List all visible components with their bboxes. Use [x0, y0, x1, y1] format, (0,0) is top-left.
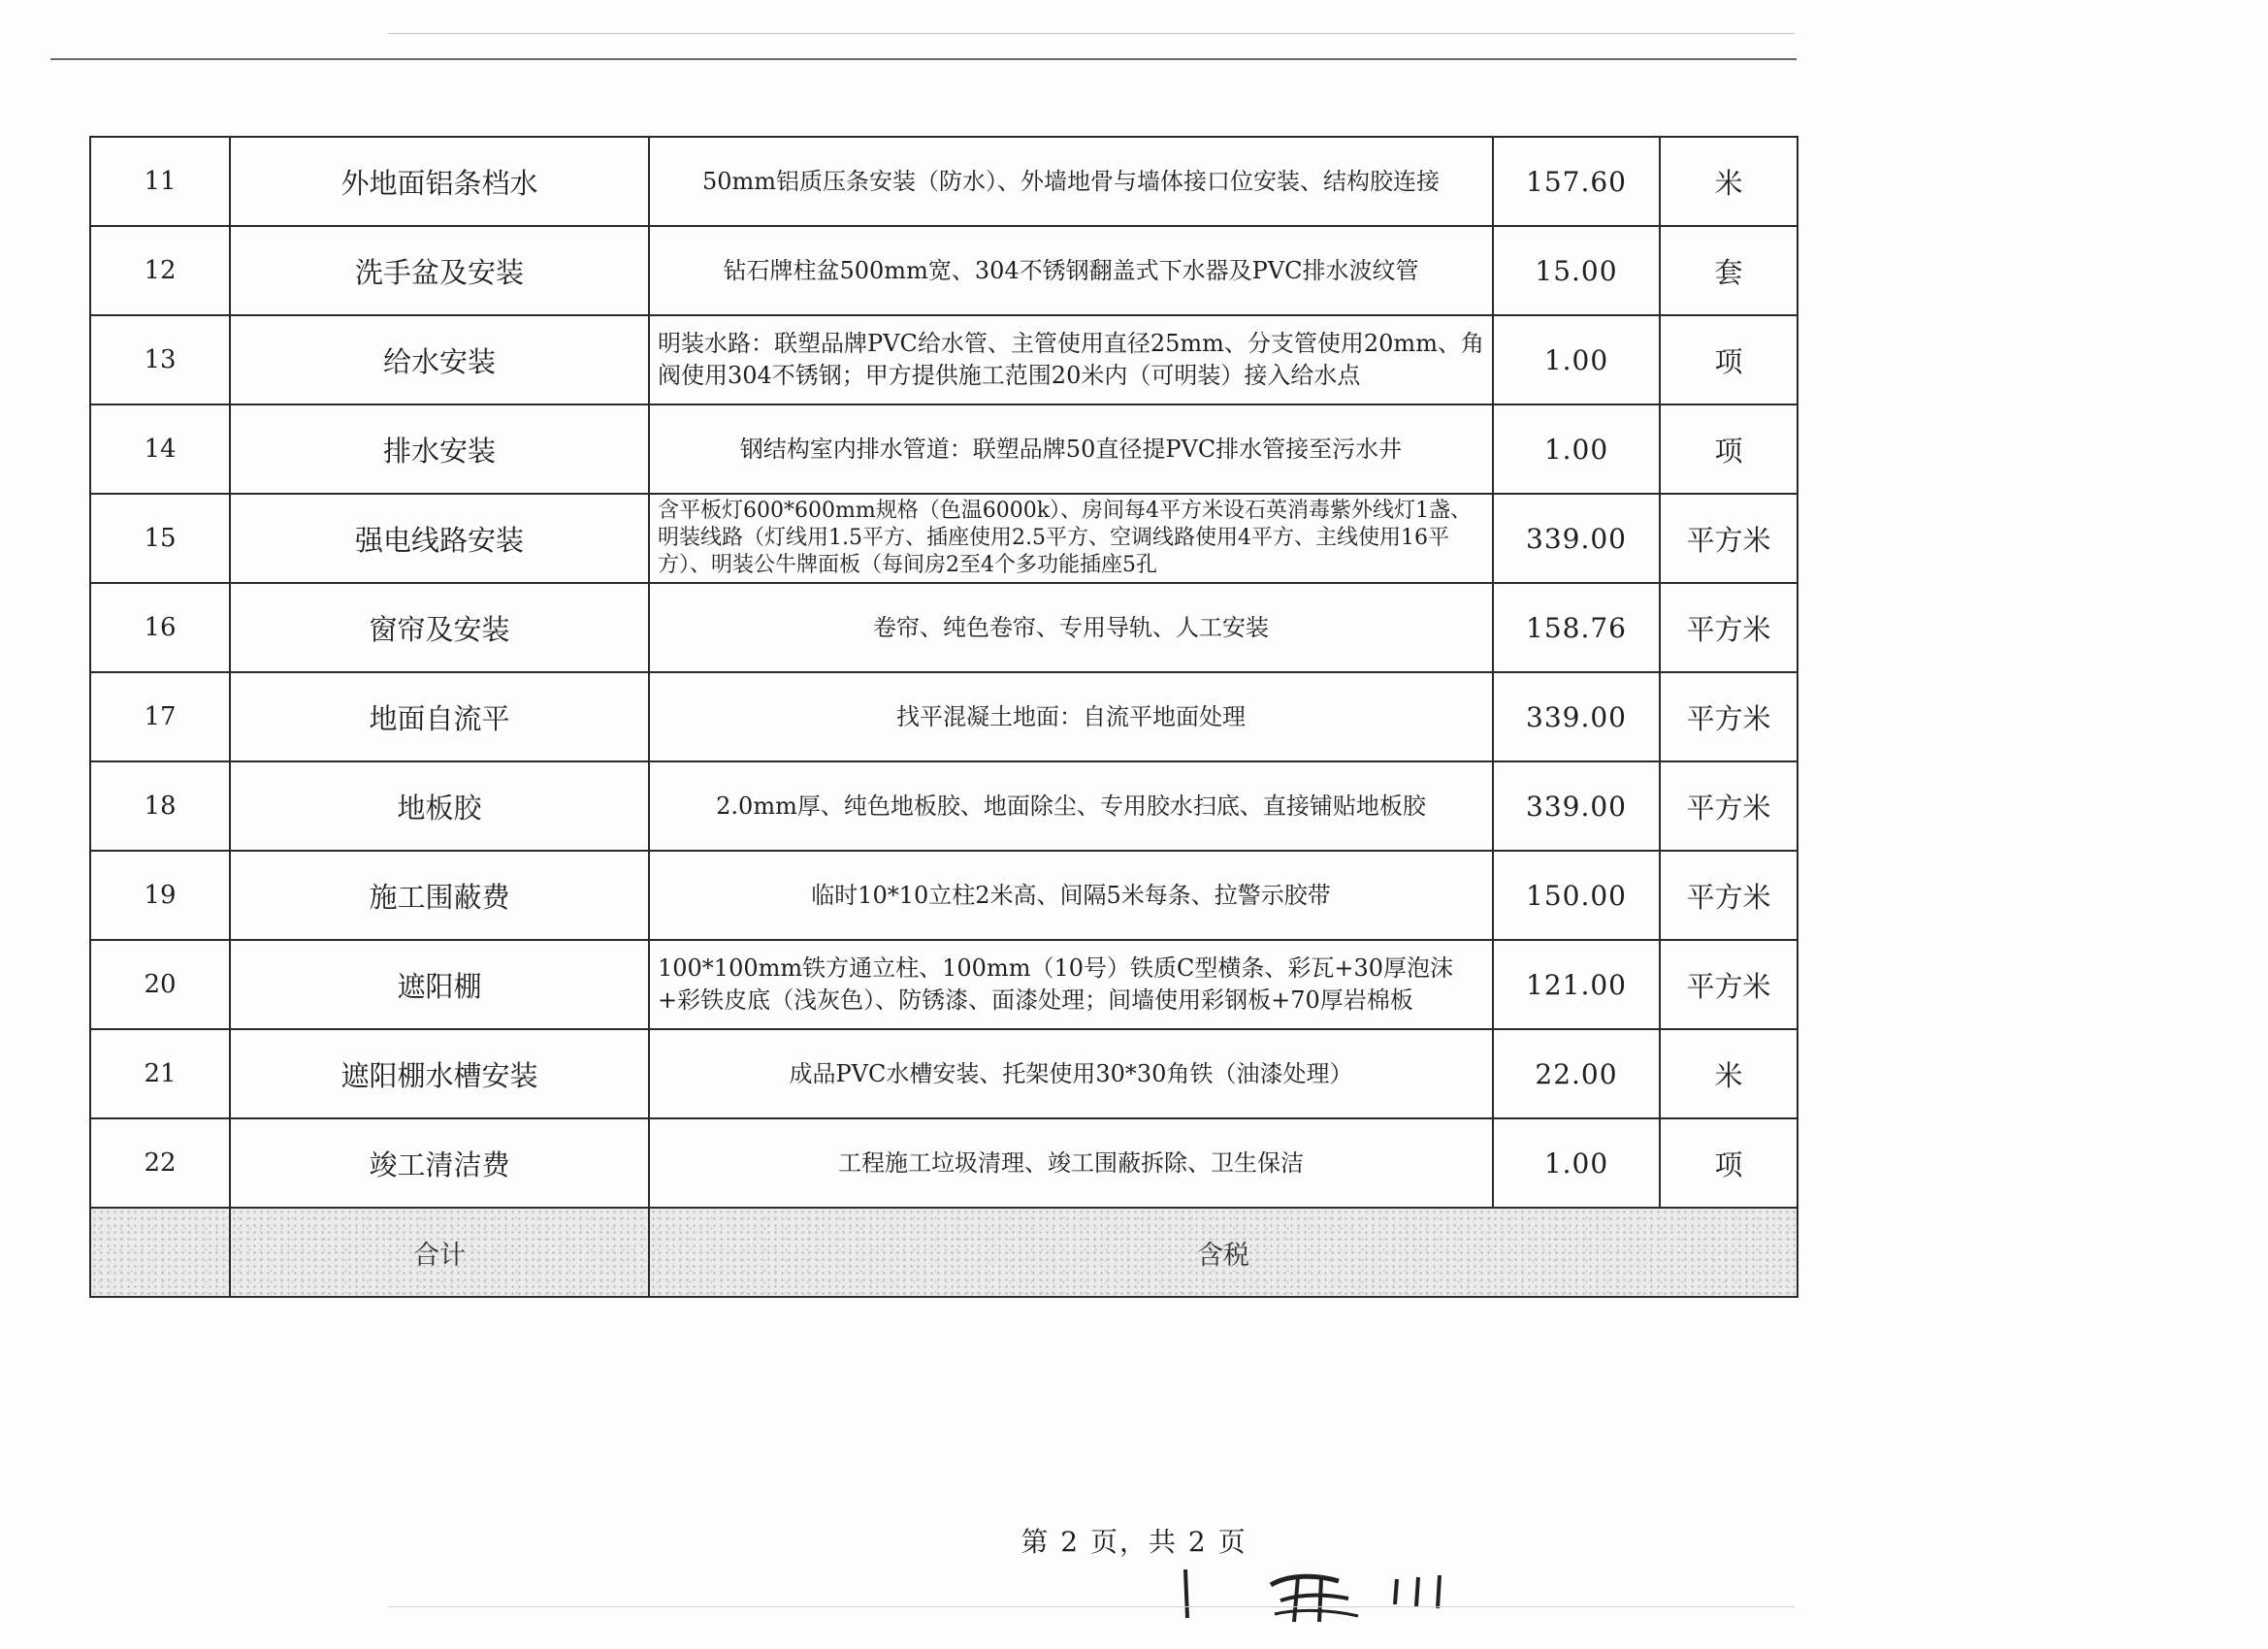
item-description: 含平板灯600*600mm规格（色温6000k）、房间每4平方米设石英消毒紫外线灯1盏、明装线路（灯线用1.5平方、插座使用2.5平方、空调线路使用4平方、主线使用16平方）、明装公牛牌面板（每间房2至4个多功能插座5孔 [649, 494, 1493, 583]
item-description: 成品PVC水槽安装、托架使用30*30角铁（油漆处理） [649, 1029, 1493, 1118]
total-tax-note: 含税 [649, 1208, 1798, 1297]
item-number: 18 [90, 761, 230, 851]
item-description: 50mm铝质压条安装（防水）、外墙地骨与墙体接口位安装、结构胶连接 [649, 137, 1493, 226]
item-description: 100*100mm铁方通立柱、100mm（10号）铁质C型横条、彩瓦+30厚泡沫+彩铁皮底（浅灰色）、防锈漆、面漆处理；间墙使用彩钢板+70厚岩棉板 [649, 940, 1493, 1029]
item-unit: 米 [1660, 1029, 1798, 1118]
item-description: 找平混凝土地面：自流平地面处理 [649, 672, 1493, 761]
header-faint-line [388, 33, 1795, 34]
item-name: 窗帘及安装 [230, 583, 649, 672]
item-quantity: 1.00 [1493, 315, 1660, 404]
handwritten-signature [1174, 1558, 1504, 1626]
item-number: 11 [90, 137, 230, 226]
item-name: 施工围蔽费 [230, 851, 649, 940]
total-blank-cell [90, 1208, 230, 1297]
item-quantity: 1.00 [1493, 404, 1660, 494]
table-row [90, 672, 1798, 761]
item-name: 地板胶 [230, 761, 649, 851]
item-description: 工程施工垃圾清理、竣工围蔽拆除、卫生保洁 [649, 1118, 1493, 1208]
item-quantity: 157.60 [1493, 137, 1660, 226]
item-description: 钢结构室内排水管道：联塑品牌50直径提PVC排水管接至污水井 [649, 404, 1493, 494]
quotation-table [89, 136, 1798, 1298]
table-row [90, 1029, 1798, 1118]
quotation-table-body [90, 137, 1798, 1297]
total-row [90, 1208, 1798, 1297]
total-label: 合计 [230, 1208, 649, 1297]
item-description: 临时10*10立柱2米高、间隔5米每条、拉警示胶带 [649, 851, 1493, 940]
item-unit: 项 [1660, 404, 1798, 494]
item-quantity: 1.00 [1493, 1118, 1660, 1208]
table-row [90, 851, 1798, 940]
item-number: 17 [90, 672, 230, 761]
item-name: 强电线路安装 [230, 494, 649, 583]
item-description: 卷帘、纯色卷帘、专用导轨、人工安装 [649, 583, 1493, 672]
header-rule [50, 58, 1797, 60]
page-number: 第 2 页，共 2 页 [1021, 1526, 1247, 1558]
table-row [90, 315, 1798, 404]
item-name: 遮阳棚水槽安装 [230, 1029, 649, 1118]
item-unit: 平方米 [1660, 494, 1798, 583]
item-quantity: 339.00 [1493, 761, 1660, 851]
item-quantity: 339.00 [1493, 494, 1660, 583]
item-name: 给水安装 [230, 315, 649, 404]
item-quantity: 15.00 [1493, 226, 1660, 315]
item-unit: 项 [1660, 315, 1798, 404]
item-number: 22 [90, 1118, 230, 1208]
item-name: 遮阳棚 [230, 940, 649, 1029]
footer-faint-line [388, 1606, 1795, 1607]
item-number: 19 [90, 851, 230, 940]
item-number: 15 [90, 494, 230, 583]
item-name: 洗手盆及安装 [230, 226, 649, 315]
item-name: 地面自流平 [230, 672, 649, 761]
item-unit: 米 [1660, 137, 1798, 226]
table-row [90, 404, 1798, 494]
item-number: 12 [90, 226, 230, 315]
table-row [90, 761, 1798, 851]
table-row [90, 137, 1798, 226]
table-row [90, 1118, 1798, 1208]
item-unit: 平方米 [1660, 940, 1798, 1029]
item-number: 20 [90, 940, 230, 1029]
item-description: 明装水路：联塑品牌PVC给水管、主管使用直径25mm、分支管使用20mm、角阀使用304不锈钢；甲方提供施工范围20米内（可明装）接入给水点 [649, 315, 1493, 404]
item-number: 16 [90, 583, 230, 672]
item-quantity: 150.00 [1493, 851, 1660, 940]
item-quantity: 22.00 [1493, 1029, 1660, 1118]
table-row [90, 583, 1798, 672]
item-number: 21 [90, 1029, 230, 1118]
item-unit: 套 [1660, 226, 1798, 315]
item-unit: 平方米 [1660, 583, 1798, 672]
item-description: 2.0mm厚、纯色地板胶、地面除尘、专用胶水扫底、直接铺贴地板胶 [649, 761, 1493, 851]
item-unit: 平方米 [1660, 851, 1798, 940]
item-quantity: 121.00 [1493, 940, 1660, 1029]
table-row [90, 494, 1798, 583]
item-name: 排水安装 [230, 404, 649, 494]
item-name: 外地面铝条档水 [230, 137, 649, 226]
table-row [90, 226, 1798, 315]
item-unit: 项 [1660, 1118, 1798, 1208]
item-number: 13 [90, 315, 230, 404]
item-quantity: 339.00 [1493, 672, 1660, 761]
table-row [90, 940, 1798, 1029]
item-description: 钻石牌柱盆500mm宽、304不锈钢翻盖式下水器及PVC排水波纹管 [649, 226, 1493, 315]
item-unit: 平方米 [1660, 672, 1798, 761]
item-quantity: 158.76 [1493, 583, 1660, 672]
item-name: 竣工清洁费 [230, 1118, 649, 1208]
item-unit: 平方米 [1660, 761, 1798, 851]
item-number: 14 [90, 404, 230, 494]
